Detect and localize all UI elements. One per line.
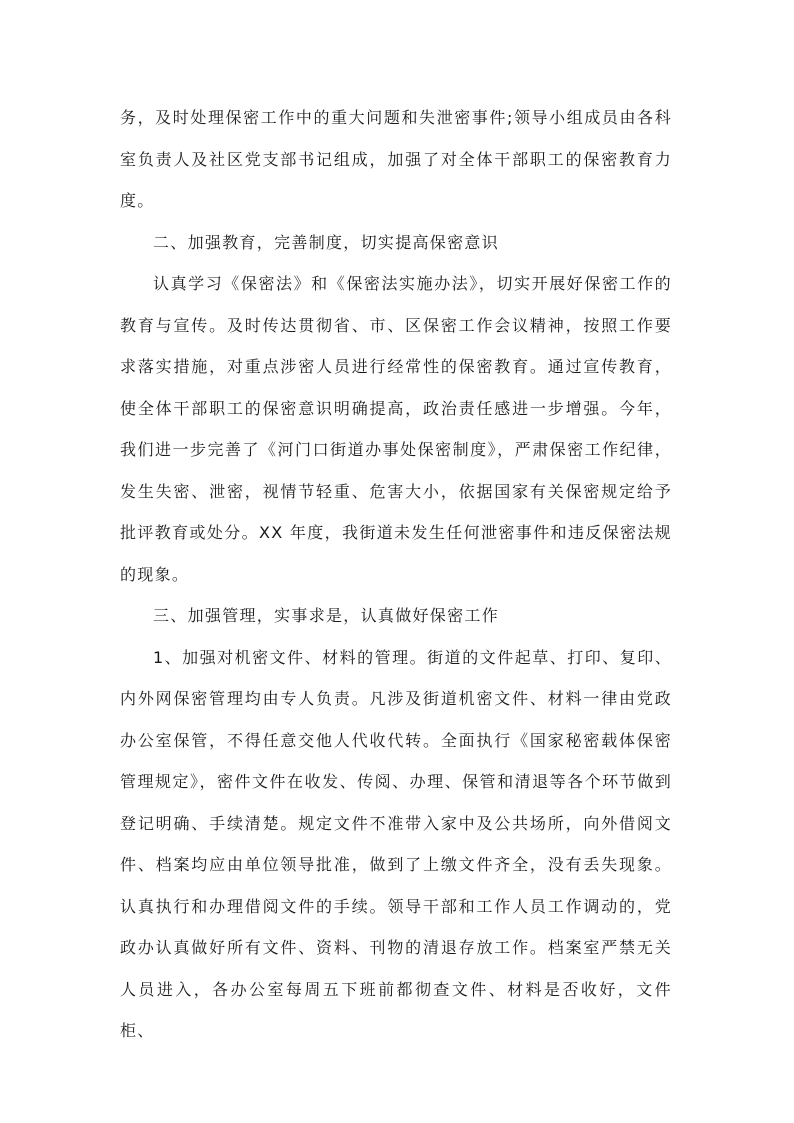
paragraph-continuation: 务，及时处理保密工作中的重大问题和失泄密事件;领导小组成员由各科室负责人及社区党支部书记组成，加强了对全体干部职工的保密教育力度。 (120, 108, 672, 210)
paragraph-document-management: 1、加强对机密文件、材料的管理。街道的文件起草、打印、复印、内外网保密管理均由专人负责。凡涉及街道机密文件、材料一律由党政办公室保管，不得任意交他人代收代转。全面执行《国家秘密载体保密管理规定》，密件文件在收发、传阅、办理、保管和清退等各个环节做到登记明确、手续清楚。规定文件不准带入家中及公共场所，向外借阅文件、档案均应由单位领导批准，做到了上缴文件齐全，没有丢失现象。认真执行和办理借阅文件的手续。领导干部和工作人员工作调动的，党政办认真做好所有文件、资料、刊物的清退存放工作。档案室严禁无关人员进入，各办公室每周五下班前都彻查文件、材料是否收好，文件柜、 (120, 647, 672, 1040)
paragraph-education: 认真学习《保密法》和《保密法实施办法》，切实开展好保密工作的教育与宣传。及时传达贯彻省、市、区保密工作会议精神，按照工作要求落实措施，对重点涉密人员进行经常性的保密教育。通过宣传教育，使全体干部职工的保密意识明确提高，政治责任感进一步增强。今年，我们进一步完善了《河门口街道办事处保密制度》，严肃保密工作纪律，发生失密、泄密，视情节轻重、危害大小，依据国家有关保密规定给予批评教育或处分。XX 年度，我街道未发生任何泄密事件和违反保密法规的现象。 (120, 274, 672, 584)
section-heading-education: 二、加强教育，完善制度，切实提高保密意识 (153, 232, 500, 252)
document-body (120, 97, 672, 1052)
section-heading-management: 三、加强管理，实事求是，认真做好保密工作 (153, 606, 500, 625)
